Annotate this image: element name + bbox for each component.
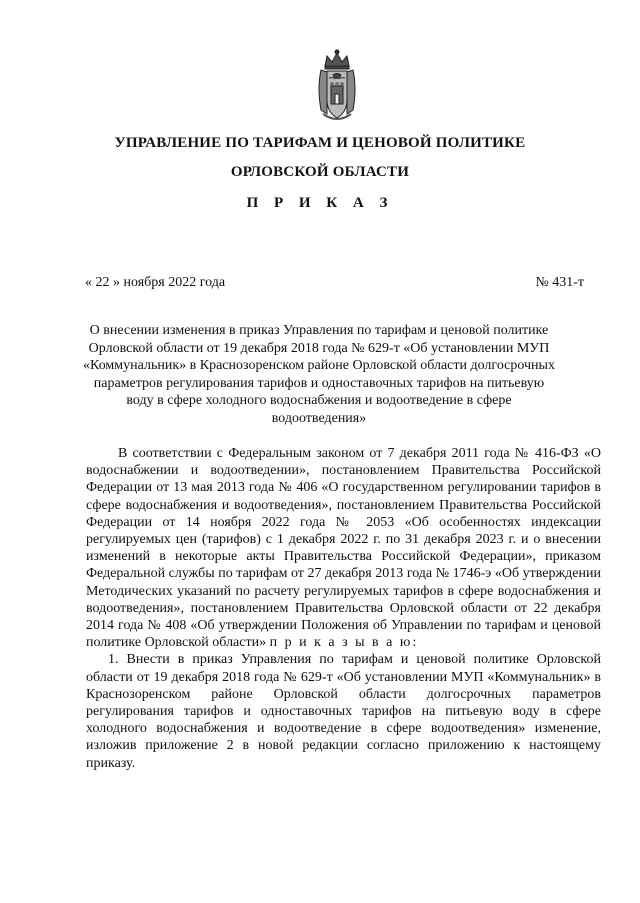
region-title: ОРЛОВСКОЙ ОБЛАСТИ xyxy=(230,164,410,180)
preamble-text: В соответствии с Федеральным законом от 7 декабря 2011 года № 416-ФЗ «О водоснабжении и водоотведении», постановлением Правительства Российской Федерации от 13 мая 2013 года № 406 «О государственном регулировании тарифов в сфере водоснабжения и водоотведения», постановлением Правительства Российской Федерации от 14 ноября 2022 года № 2053 «Об особенностях индексации регулируемых цен (тарифов) с 1 декабря 2022 г. по 31 декабря 2023 г. и о внесении изменений в некоторые акты Правительства Российской Федерации», приказом Федеральной службы по тарифам от 27 декабря 2013 года № 1746-э «Об утверждении Методических указаний по расчету регулируемых тарифов в сфере водоснабжения и водоотведения», постановлением Правительства Орловской области от 22 декабря 2014 года № 408 «Об утверждении Положения об Управлении по тарифам и ценовой политике Орловской области» xyxy=(86,446,601,651)
agency-title: УПРАВЛЕНИЕ ПО ТАРИФАМ И ЦЕНОВОЙ ПОЛИТИКЕ xyxy=(114,135,526,151)
document-type: П Р И К А З xyxy=(246,195,394,211)
item-1-paragraph: 1. Внести в приказ Управления по тарифам и ценовой политике Орловской области от 19 декабря 2018 года № 629-т «Об установлении МУП «Коммунальник» в Краснозоренском районе Орловской области долгосрочных параметров регулирования тарифов и одноставочных тарифов на питьевую воду в сфере холодного водоснабжения и водоотведение в сфере водоотведения» изменение, изложив приложение 2 в новой редакции согласно приложению к настоящему приказу. xyxy=(86,652,601,771)
order-date: « 22 » ноября 2022 года xyxy=(85,275,226,290)
order-number: № 431-т xyxy=(535,275,584,290)
order-word: п р и к а з ы в а ю: xyxy=(269,635,419,651)
order-body xyxy=(86,445,601,772)
order-subject: О внесении изменения в приказ Управления по тарифам и ценовой политике Орловской области от 19 декабря 2018 года № 629-т «Об установлении МУП «Коммунальник» в Краснозоренском районе Орловской области долгосрочных параметров регулирования тарифов и одноставочных тарифов на питьевую воду в сфере холодного водоснабжения и водоотведение в сфере водоотведения» xyxy=(83,323,555,426)
coat-of-arms-icon xyxy=(315,48,359,124)
preamble-paragraph xyxy=(86,445,601,651)
